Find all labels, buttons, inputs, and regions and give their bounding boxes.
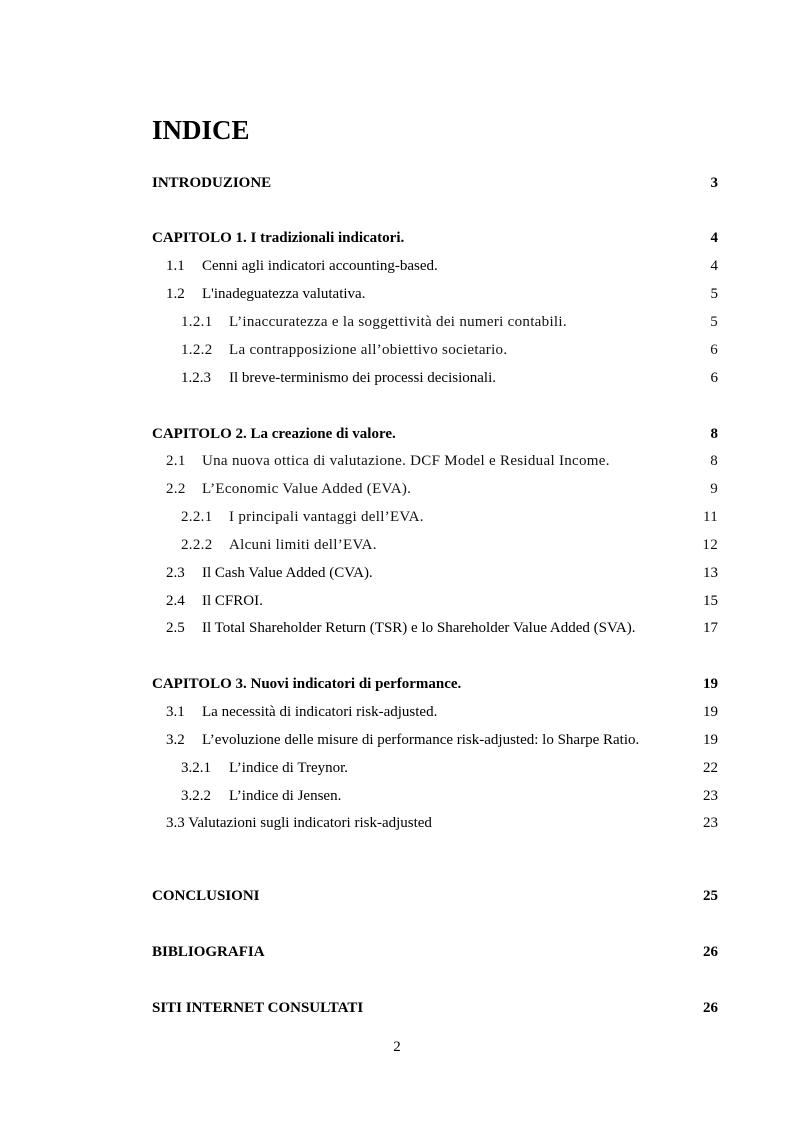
toc-entry-label: L’indice di Treynor. [229, 760, 349, 776]
toc-entry-1-2-1 [0, 311, 794, 333]
toc-entry-page: 25 [703, 888, 718, 904]
toc-entry-label: I principali vantaggi dell’EVA. [229, 509, 424, 525]
toc-entry-number: 3.2.2 [181, 788, 211, 804]
toc-entry-number: 2.2.2 [181, 537, 213, 553]
toc-entry-label: L’evoluzione delle misure di performance risk-adjusted: lo Sharpe Ratio. [202, 732, 640, 748]
toc-entry-3-2-1 [0, 757, 794, 779]
toc-entry-conclusioni [0, 885, 794, 907]
toc-entry-page: 26 [703, 944, 718, 960]
toc-entry-number: 2.2 [166, 481, 186, 497]
toc-entry-introduzione [0, 172, 794, 194]
toc-entry-number: 3.2.1 [181, 760, 211, 776]
toc-entry-1-1 [0, 255, 794, 277]
toc-entry-2-4 [0, 590, 794, 612]
toc-entry-number: 1.1 [166, 258, 185, 274]
toc-entry-label: CAPITOLO 2. La creazione di valore. [152, 426, 396, 442]
toc-entry-1-2-3 [0, 367, 794, 389]
toc-entry-label: Il breve-terminismo dei processi decisionali. [229, 370, 497, 386]
page-number: 2 [393, 1039, 401, 1055]
toc-entry-2-1 [0, 450, 794, 472]
toc-entry-2-2 [0, 478, 794, 500]
toc-entry-chapter-1 [0, 227, 794, 249]
toc-entry-number: 3.2 [166, 732, 185, 748]
toc-entry-label: La contrapposizione all’obiettivo societario. [229, 342, 508, 358]
toc-entry-label: BIBLIOGRAFIA [152, 944, 265, 960]
toc-entry-page: 5 [710, 314, 718, 330]
toc-entry-page: 5 [710, 286, 718, 302]
toc-entry-chapter-2 [0, 423, 794, 445]
toc-entry-page: 3 [710, 175, 718, 191]
toc-entry-page: 19 [703, 704, 718, 720]
toc-entry-number: 1.2.1 [181, 314, 213, 330]
toc-entry-bibliografia [0, 941, 794, 963]
toc-entry-page: 26 [703, 1000, 718, 1016]
toc-entry-page: 4 [710, 230, 718, 246]
toc-entry-label: Il CFROI. [202, 593, 263, 609]
toc-entry-label: CONCLUSIONI [152, 888, 260, 904]
toc-entry-page: 8 [710, 426, 718, 442]
toc-entry-label: Cenni agli indicatori accounting-based. [202, 258, 438, 274]
toc-entry-label: Il Total Shareholder Return (TSR) e lo Shareholder Value Added (SVA). [202, 620, 636, 636]
toc-entry-3-1 [0, 701, 794, 723]
toc-entry-label: La necessità di indicatori risk-adjusted. [202, 704, 438, 720]
toc-entry-page: 11 [702, 509, 718, 525]
toc-entry-label: 3.3 Valutazioni sugli indicatori risk-adjusted [166, 815, 432, 831]
toc-entry-label: Il Cash Value Added (CVA). [202, 565, 373, 581]
toc-entry-page: 4 [710, 258, 718, 274]
toc-entry-2-2-1 [0, 506, 794, 528]
toc-entry-label: CAPITOLO 1. I tradizionali indicatori. [152, 230, 405, 246]
toc-entry-page: 19 [703, 732, 718, 748]
toc-entry-page: 13 [703, 565, 718, 581]
toc-entry-label: L'inadeguatezza valutativa. [202, 286, 366, 302]
toc-entry-siti-internet [0, 997, 794, 1019]
toc-entry-page: 6 [710, 342, 718, 358]
toc-entry-number: 3.1 [166, 704, 185, 720]
toc-entry-label: Alcuni limiti dell’EVA. [229, 537, 377, 553]
toc-entry-number: 2.1 [166, 453, 186, 469]
toc-entry-page: 12 [702, 537, 718, 553]
page-title: INDICE [152, 115, 250, 145]
toc-entry-label: L’indice di Jensen. [229, 788, 342, 804]
toc-entry-page: 15 [703, 593, 718, 609]
toc-entry-2-2-2 [0, 534, 794, 556]
toc-entry-3-2 [0, 729, 794, 751]
toc-entry-label: L’Economic Value Added (EVA). [202, 481, 412, 497]
toc-entry-3-2-2 [0, 785, 794, 807]
toc-entry-number: 2.2.1 [181, 509, 213, 525]
toc-entry-page: 22 [703, 760, 718, 776]
toc-entry-page: 9 [710, 481, 718, 497]
toc-entry-number: 2.3 [166, 565, 185, 581]
toc-entry-label: INTRODUZIONE [152, 175, 272, 191]
toc-entry-1-2 [0, 283, 794, 305]
toc-entry-number: 1.2.3 [181, 370, 211, 386]
toc-entry-number: 1.2.2 [181, 342, 213, 358]
toc-entry-1-2-2 [0, 339, 794, 361]
toc-entry-chapter-3 [0, 673, 794, 695]
toc-entry-label: Una nuova ottica di valutazione. DCF Model e Residual Income. [202, 453, 610, 469]
toc-entry-page: 17 [703, 620, 718, 636]
toc-entry-page: 23 [703, 815, 718, 831]
toc-entry-label: L’inaccuratezza e la soggettività dei numeri contabili. [229, 314, 567, 330]
toc-entry-label: CAPITOLO 3. Nuovi indicatori di performance. [152, 676, 462, 692]
toc-entry-3-3 [0, 812, 794, 834]
toc-entry-page: 8 [710, 453, 718, 469]
toc-entry-page: 19 [703, 676, 718, 692]
toc-entry-2-3 [0, 562, 794, 584]
toc-entry-2-5 [0, 617, 794, 639]
toc-entry-number: 1.2 [166, 286, 185, 302]
toc-entry-number: 2.5 [166, 620, 185, 636]
toc-entry-page: 23 [703, 788, 718, 804]
toc-entry-number: 2.4 [166, 593, 185, 609]
toc-entry-label: SITI INTERNET CONSULTATI [152, 1000, 364, 1016]
toc-entry-page: 6 [710, 370, 718, 386]
